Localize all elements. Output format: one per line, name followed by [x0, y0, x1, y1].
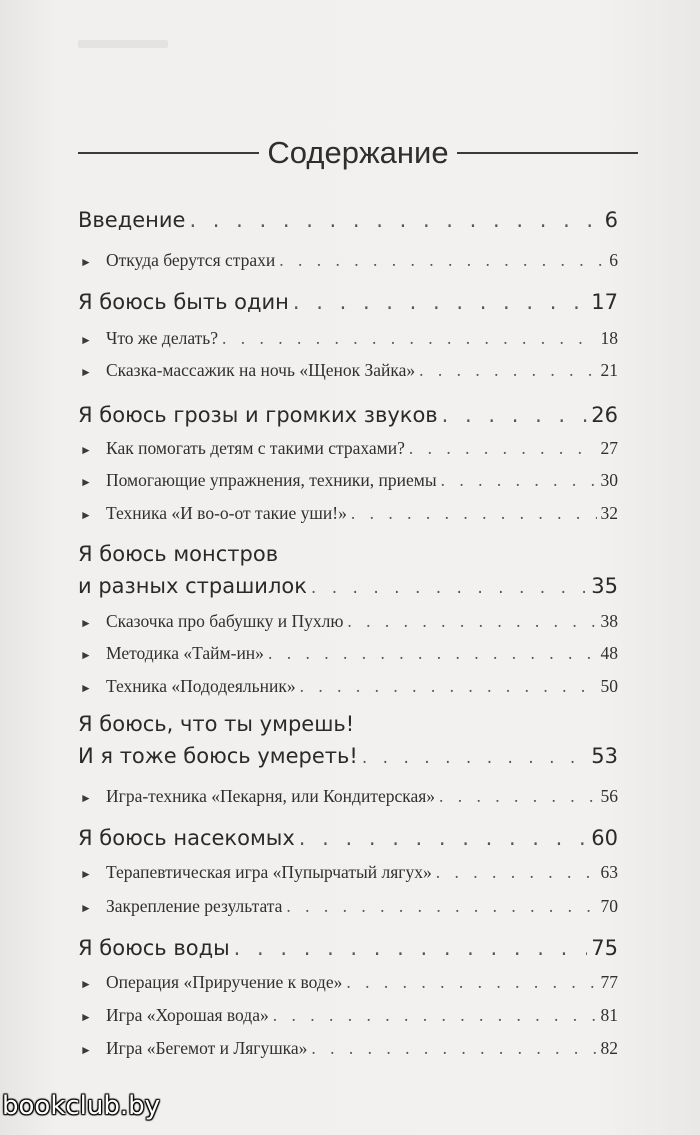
toc-item[interactable] [80, 360, 618, 381]
page-number: 75 [591, 936, 618, 960]
chapter-title-line-2: и разных страшилок [78, 574, 307, 598]
page-number: 21 [600, 360, 618, 380]
page-number: 26 [591, 403, 618, 427]
triangle-bullet-icon: ► [80, 508, 92, 522]
title-rule-right [457, 152, 638, 154]
item-label: Техника «И во-о-от такие уши!» [106, 503, 347, 523]
dot-leader [311, 1038, 596, 1059]
page-number: 30 [600, 470, 618, 490]
page-number: 17 [591, 290, 618, 314]
dot-leader [311, 578, 587, 598]
dot-leader [300, 676, 597, 697]
triangle-bullet-icon: ► [80, 365, 92, 379]
running-header-mark [78, 40, 168, 48]
toc-item[interactable] [80, 250, 618, 271]
dot-leader [234, 936, 588, 960]
page-number: 35 [591, 574, 618, 598]
chapter-title: Я боюсь быть один [78, 290, 289, 314]
dot-leader [293, 290, 587, 314]
toc-item[interactable] [80, 1038, 618, 1059]
toc-item[interactable] [80, 1005, 618, 1026]
triangle-bullet-icon: ► [80, 681, 92, 695]
toc-chapter[interactable] [78, 208, 618, 232]
toc-item[interactable] [80, 328, 618, 349]
chapter-title: Я боюсь грозы и громких звуков [78, 403, 438, 427]
page-number: 82 [600, 1038, 618, 1058]
toc-item[interactable] [80, 862, 618, 883]
triangle-bullet-icon: ► [80, 648, 92, 662]
item-label: Игра-техника «Пекарня, или Кондитерская» [106, 786, 436, 806]
toc-item[interactable] [80, 896, 618, 917]
dot-leader [189, 208, 600, 232]
page-number: 60 [591, 826, 618, 850]
toc-item[interactable] [80, 676, 618, 697]
dot-leader [273, 1005, 597, 1026]
triangle-bullet-icon: ► [80, 1010, 92, 1024]
toc-item[interactable] [80, 786, 618, 807]
page-number: 70 [600, 896, 618, 916]
triangle-bullet-icon: ► [80, 901, 92, 915]
triangle-bullet-icon: ► [80, 443, 92, 457]
toc-chapter[interactable] [78, 290, 618, 314]
chapter-title: Введение [78, 208, 186, 232]
toc-chapter[interactable] [78, 826, 618, 850]
toc-item[interactable] [80, 611, 618, 632]
toc-chapter[interactable] [78, 936, 618, 960]
chapter-title: Я боюсь воды [78, 936, 230, 960]
dot-leader [222, 328, 596, 349]
item-label: Сказка-массажик на ночь «Щенок Зайка» [106, 360, 416, 380]
title-rule-left [78, 152, 259, 154]
toc-item[interactable] [80, 643, 618, 664]
page-number: 77 [600, 972, 618, 992]
dot-leader [286, 896, 596, 917]
dot-leader [279, 250, 605, 271]
page-number: 50 [600, 676, 618, 696]
watermark-text: bookclub.by [2, 1091, 161, 1121]
item-label: Откуда берутся страхи [106, 250, 276, 270]
triangle-bullet-icon: ► [80, 977, 92, 991]
item-label: Техника «Пододеяльник» [106, 676, 296, 696]
chapter-title-line-1: Я боюсь, что ты умрешь! [78, 712, 355, 736]
toc-item[interactable] [80, 470, 618, 491]
chapter-title-line-1: Я боюсь монстров [78, 542, 279, 566]
toc-chapter[interactable] [78, 403, 618, 427]
item-label: Как помогать детям с такими страхами? [106, 438, 405, 458]
page-number: 48 [600, 643, 618, 663]
dot-leader [346, 972, 596, 993]
toc-title-row [78, 128, 638, 178]
dot-leader [362, 748, 587, 768]
page-number: 56 [600, 786, 618, 806]
item-label: Методика «Тайм-ин» [106, 643, 264, 663]
page-number: 27 [600, 438, 618, 458]
item-label: Операция «Приручение к воде» [106, 972, 343, 992]
triangle-bullet-icon: ► [80, 333, 92, 347]
toc-item[interactable] [80, 503, 618, 524]
item-label: Игра «Хорошая вода» [106, 1005, 269, 1025]
item-label: Сказочка про бабушку и Пухлю [106, 611, 344, 631]
page-number: 63 [600, 862, 618, 882]
chapter-title-line-2: И я тоже боюсь умереть! [78, 744, 358, 768]
dot-leader [347, 611, 596, 632]
page-number: 32 [600, 503, 618, 523]
page-number: 38 [600, 611, 618, 631]
page-number: 6 [609, 250, 618, 270]
item-label: Помогающие упражнения, техники, приемы [106, 470, 437, 490]
dot-leader [299, 826, 587, 850]
toc-item[interactable] [80, 972, 618, 993]
triangle-bullet-icon: ► [80, 867, 92, 881]
triangle-bullet-icon: ► [80, 1043, 92, 1057]
item-label: Закрепление результата [106, 896, 283, 916]
dot-leader [439, 786, 596, 807]
page-number: 18 [600, 328, 618, 348]
item-label: Игра «Бегемот и Лягушка» [106, 1038, 308, 1058]
dot-leader [268, 643, 597, 664]
dot-leader [441, 470, 597, 491]
dot-leader [442, 403, 588, 427]
dot-leader [419, 360, 596, 381]
dot-leader [409, 438, 597, 459]
page-number: 81 [600, 1005, 618, 1025]
triangle-bullet-icon: ► [80, 475, 92, 489]
chapter-title: Я боюсь насекомых [78, 826, 295, 850]
toc-chapter[interactable] [78, 712, 618, 768]
page-number: 53 [591, 744, 618, 768]
dot-leader [351, 503, 597, 524]
triangle-bullet-icon: ► [80, 791, 92, 805]
dot-leader [436, 862, 597, 883]
item-label: Что же делать? [106, 328, 219, 348]
page-number: 6 [604, 208, 618, 232]
toc-chapter[interactable] [78, 542, 618, 598]
toc-item[interactable] [80, 438, 618, 459]
triangle-bullet-icon: ► [80, 616, 92, 630]
triangle-bullet-icon: ► [80, 255, 92, 269]
toc-title: Содержание [267, 135, 449, 170]
item-label: Терапевтическая игра «Пупырчатый лягух» [106, 862, 432, 882]
